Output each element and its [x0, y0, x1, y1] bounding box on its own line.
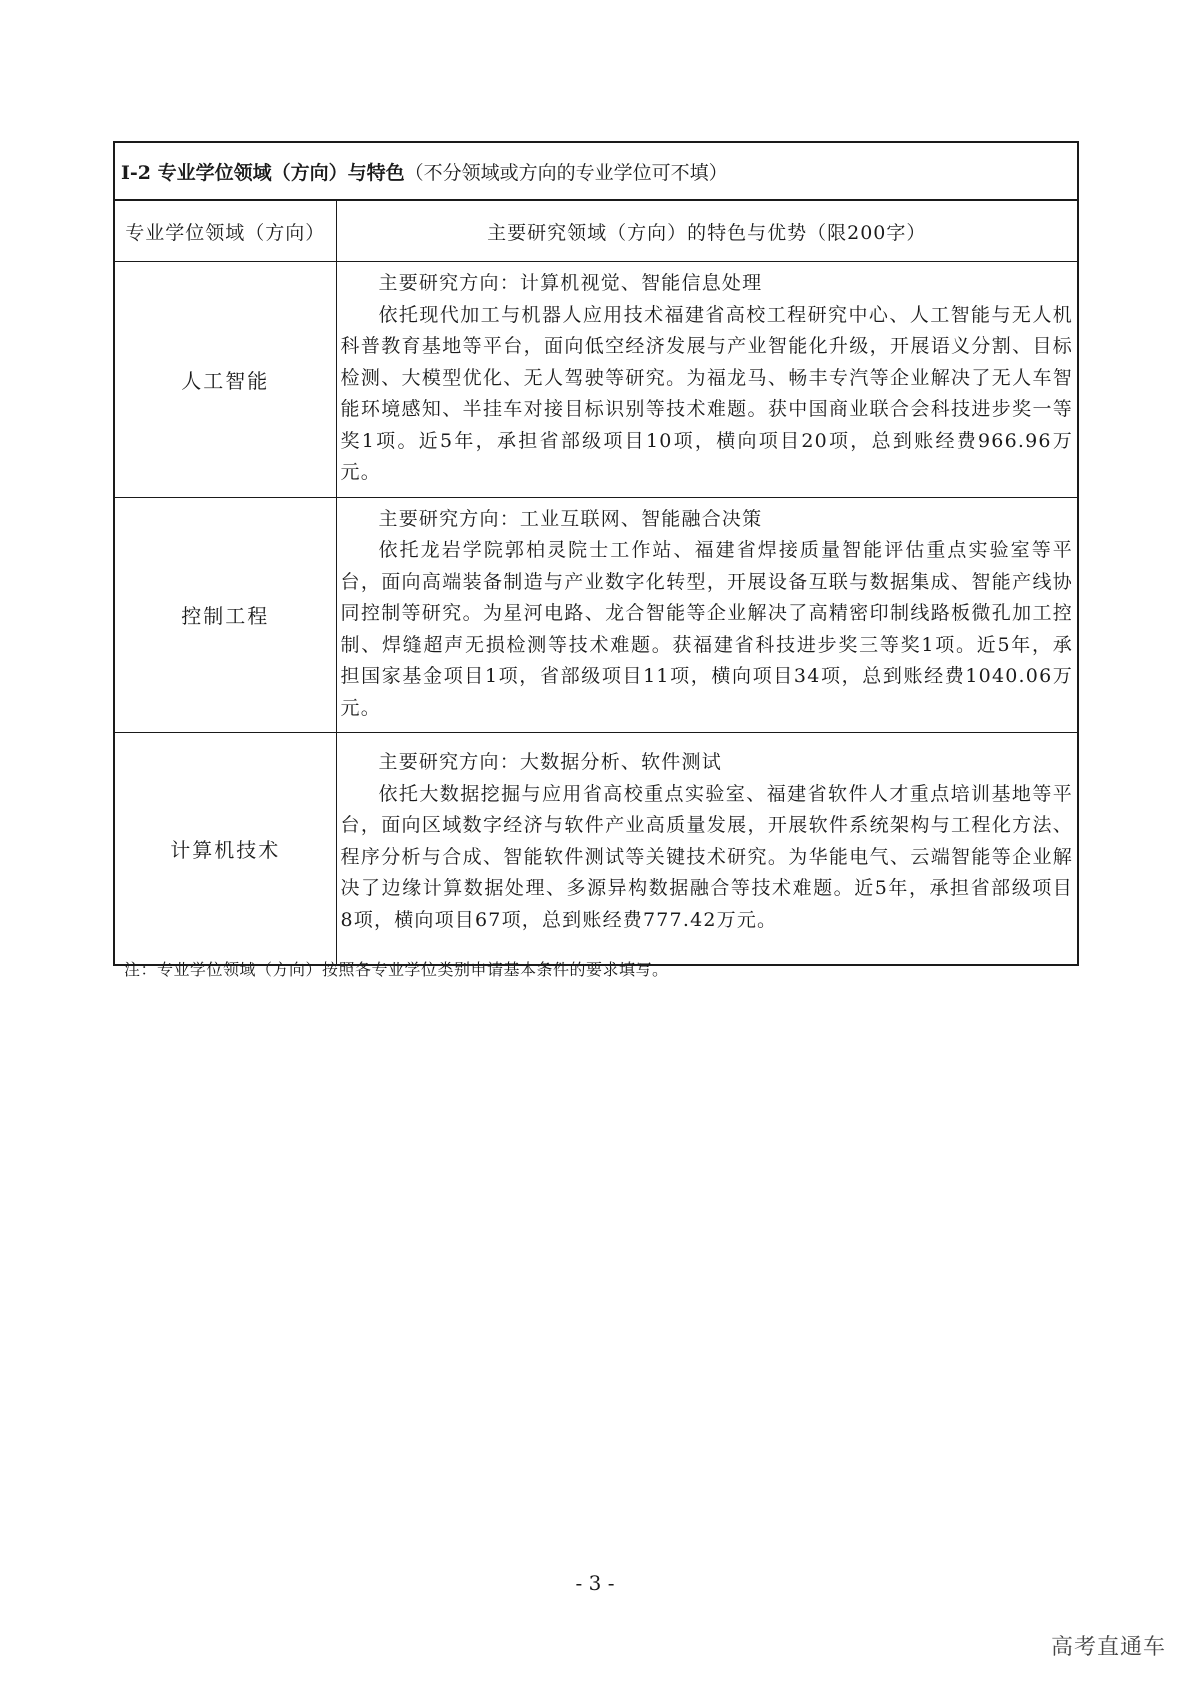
description-ai: [336, 262, 1078, 498]
research-detail-ai: 依托现代加工与机器人应用技术福建省高校工程研究中心、人工智能与无人机科普教育基地等平台，面向低空经济发展与产业智能化升级，开展语义分割、目标检测、大模型优化、无人驾驶等研究。为福龙马、畅丰专汽等企业解决了无人车智能环境感知、半挂车对接目标识别等技术难题。获中国商业联合会科技进步奖一等奖1项。近5年，承担省部级项目10项，横向项目20项，总到账经费966.96万元。: [340, 303, 1073, 483]
research-detail-cs: 依托大数据挖掘与应用省高校重点实验室、福建省软件人才重点培训基地等平台，面向区域数字经济与软件产业高质量发展，开展软件系统架构与工程化方法、程序分析与合成、智能软件测试等关键技术研究。为华能电气、云端智能等企业解决了边缘计算数据处理、多源异构数据融合等技术难题。近5年，承担省部级项目8项，横向项目67项，总到账经费777.42万元。: [340, 782, 1073, 931]
field-name-ai: 人工智能: [114, 262, 336, 498]
research-direction-control: 主要研究方向：工业互联网、智能融合决策: [378, 507, 763, 530]
research-direction-ai: 主要研究方向：计算机视觉、智能信息处理: [378, 272, 763, 294]
discipline-table: [113, 141, 1079, 966]
page-number: - 3 -: [575, 1571, 615, 1595]
header-field: 专业学位领域（方向）: [114, 200, 336, 262]
field-name-cs: 计算机技术: [114, 733, 336, 965]
description-control: [336, 497, 1078, 733]
table-row-ai: [114, 262, 1078, 498]
header-description: 主要研究领域（方向）的特色与优势（限200字）: [336, 200, 1078, 262]
table-row-cs: [114, 733, 1078, 965]
section-title-main: I-2 专业学位领域（方向）与特色: [121, 161, 405, 184]
research-direction-cs: 主要研究方向：大数据分析、软件测试: [378, 751, 722, 773]
watermark: 高考直通车: [1050, 1635, 1166, 1660]
description-cs: [336, 733, 1078, 965]
section-title-note: （不分领域或方向的专业学位可不填）: [404, 161, 728, 184]
footnote: 注：专业学位领域（方向）按照各专业学位类别申请基本条件的要求填写。: [124, 960, 669, 979]
table-row-control: [114, 497, 1078, 733]
field-name-control: 控制工程: [114, 497, 336, 733]
research-detail-control: 依托龙岩学院郭柏灵院士工作站、福建省焊接质量智能评估重点实验室等平台，面向高端装备制造与产业数字化转型，开展设备互联与数据集成、智能产线协同控制等研究。为星河电路、龙合智能等企业解决了高精密印制线路板微孔加工控制、焊缝超声无损检测等技术难题。获福建省科技进步奖三等奖1项。近5年，承担国家基金项目1项，省部级项目11项，横向项目34项，总到账经费1040.06万元。: [340, 539, 1073, 719]
section-title: [114, 142, 1078, 200]
